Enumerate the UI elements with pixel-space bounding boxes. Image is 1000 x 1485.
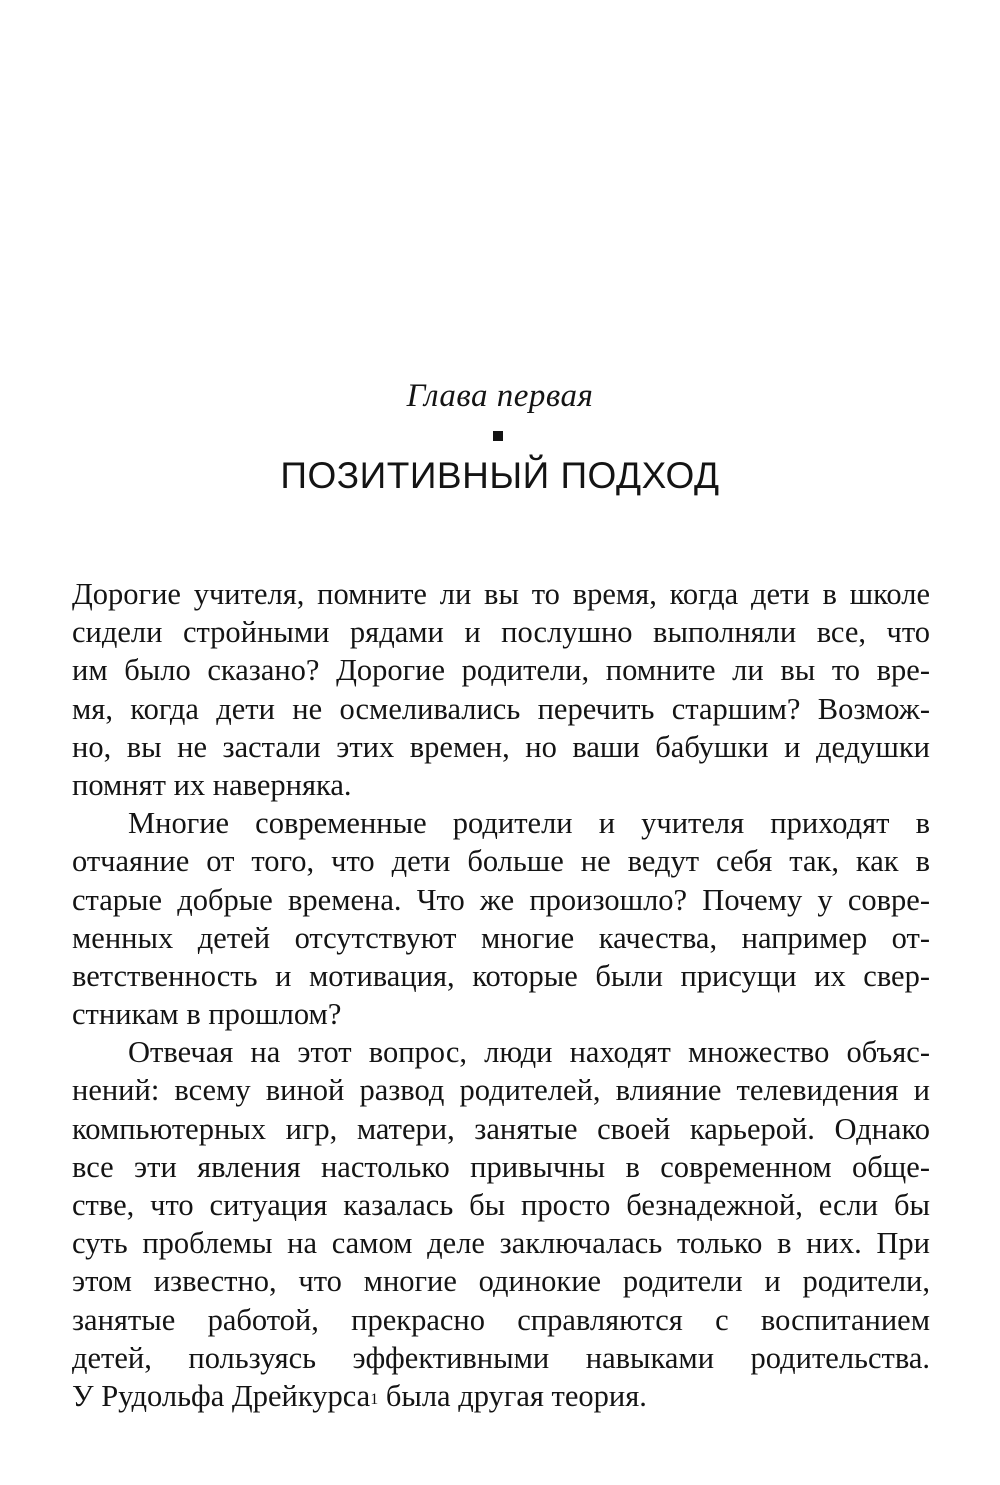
- text-line: им было сказано? Дорогие родители, помните ли вы то вре-: [72, 653, 930, 688]
- paragraph-3: [72, 1033, 930, 1415]
- text-line: Дорогие учителя, помните ли вы то время, когда дети в школе: [72, 577, 930, 611]
- text-line: но, вы не застали этих времен, но ваши бабушки и дедушки: [72, 729, 930, 764]
- text-line: суть проблемы на самом деле заключалась только в них. При: [72, 1226, 930, 1261]
- text-line: старые добрые времена. Что же произошло? Почему у совре-: [72, 882, 930, 917]
- chapter-label: Глава первая: [406, 378, 594, 414]
- chapter-title: ПОЗИТИВНЫЙ ПОДХОД: [280, 455, 720, 496]
- text-line-with-footnote: [72, 1377, 930, 1415]
- text-line: этом известно, что многие одинокие родители и родители,: [72, 1264, 930, 1299]
- paragraph-2: [72, 804, 930, 1033]
- text-line: сидели стройными рядами и послушно выполняли все, что: [72, 615, 930, 650]
- text-line: компьютерных игр, матери, занятые своей карьерой. Однако: [72, 1111, 930, 1146]
- text-line: детей, пользуясь эффективными навыками родительства.: [72, 1340, 930, 1375]
- text-line: мя, когда дети не осмеливались перечить старшим? Возмож-: [72, 691, 930, 726]
- text-line: помнят их наверняка.: [72, 767, 352, 802]
- text-line: занятые работой, прекрасно справляются с воспитанием: [72, 1302, 930, 1337]
- text-line: отчаяние от того, что дети больше не ведут себя так, как в: [72, 844, 930, 879]
- text-line: стве, что ситуация казалась бы просто безнадежной, если бы: [72, 1188, 930, 1222]
- chapter-ornament-icon: [493, 431, 503, 441]
- text-line: нений: всему виной развод родителей, влияние телевидения и: [72, 1073, 930, 1108]
- text-fragment: была другая теория.: [378, 1378, 647, 1413]
- text-line: Отвечая на этот вопрос, люди находят множество объяс-: [128, 1035, 930, 1070]
- text-line: менных детей отсутствуют многие качества, например от-: [72, 920, 930, 955]
- text-line: ветственность и мотивация, которые были присущи их свер-: [72, 958, 930, 993]
- text-line: все эти явления настолько привычны в современном обще-: [72, 1149, 930, 1184]
- text-fragment: У Рудольфа Дрейкурса: [72, 1378, 371, 1413]
- body-text: [72, 575, 930, 1415]
- text-line: Многие современные родители и учителя приходят в: [128, 806, 930, 841]
- text-line: стникам в прошлом?: [72, 997, 342, 1032]
- paragraph-1: [72, 575, 930, 804]
- footnote-marker[interactable]: 1: [370, 1390, 379, 1408]
